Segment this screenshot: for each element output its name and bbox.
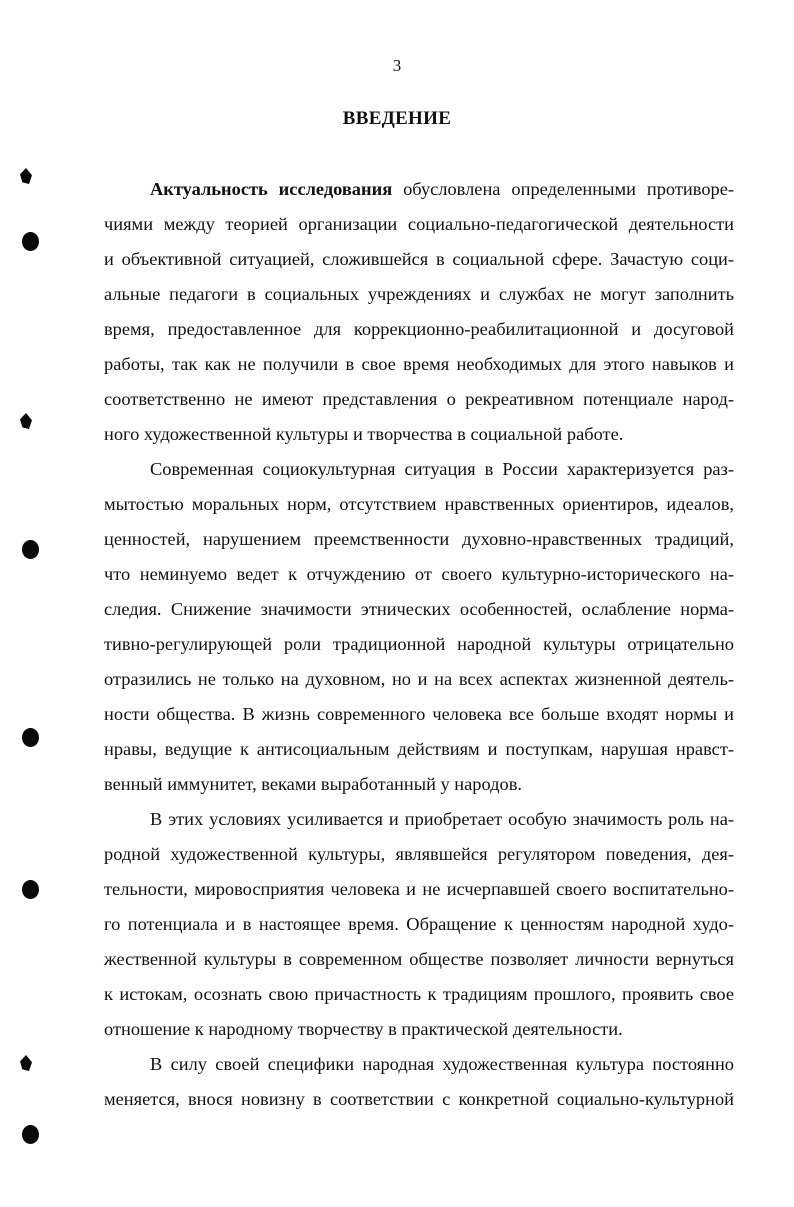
text-line: меняется, внося новизну в соответствии с конкретной социально-культурной bbox=[104, 1089, 734, 1109]
text-line: альные педагоги в социальных учреждениях и службах не могут заполнить bbox=[104, 284, 734, 304]
text-line: Актуальность исследования обусловлена определенными противоре- bbox=[150, 179, 734, 199]
text-line: следия. Снижение значимости этнических особенностей, ослабление норма- bbox=[104, 599, 734, 619]
document-body bbox=[104, 172, 734, 1117]
text-line: время, предоставленное для коррекционно-реабилитационной и досуговой bbox=[104, 319, 734, 339]
binding-hole bbox=[22, 1125, 39, 1144]
binding-hole bbox=[22, 232, 39, 251]
binding-mark bbox=[20, 413, 32, 429]
text-line: венный иммунитет, веками выработанный у народов. bbox=[104, 774, 522, 794]
text-line: жественной культуры в современном обществе позволяет личности вернуться bbox=[104, 949, 734, 969]
text-line: тельности, мировосприятия человека и не исчерпавшей своего воспитательно- bbox=[104, 879, 734, 899]
bold-lead: Актуальность исследования bbox=[150, 179, 393, 199]
binding-mark bbox=[20, 168, 32, 184]
section-heading: ВВЕДЕНИЕ bbox=[342, 108, 452, 129]
text-line: к истокам, осознать свою причастность к традициям прошлого, проявить свое bbox=[104, 984, 734, 1004]
text-line: В этих условиях усиливается и приобретает особую значимость роль на- bbox=[150, 809, 734, 829]
paragraph-specifics bbox=[104, 1047, 734, 1117]
text-line: нравы, ведущие к антисоциальным действиям и поступкам, нарушая нравст- bbox=[104, 739, 734, 759]
text-line: Современная социокультурная ситуация в России характеризуется раз- bbox=[150, 459, 734, 479]
text-line: ности общества. В жизнь современного человека все больше входят нормы и bbox=[104, 704, 734, 724]
text-line: мытостью моральных норм, отсутствием нравственных ориентиров, идеалов, bbox=[104, 494, 734, 514]
paragraph-conditions bbox=[104, 802, 734, 1047]
text-line: ного художественной культуры и творчества в социальной работе. bbox=[104, 424, 624, 444]
binding-hole bbox=[22, 880, 39, 899]
text-line: В силу своей специфики народная художественная культура постоянно bbox=[150, 1054, 734, 1074]
text-line: го потенциала и в настоящее время. Обращение к ценностям народной худо- bbox=[104, 914, 734, 934]
text-line: что неминуемо ведет к отчуждению от своего культурно-исторического на- bbox=[104, 564, 734, 584]
binding-mark bbox=[20, 1055, 32, 1071]
paragraph-situation bbox=[104, 452, 734, 802]
page-number: 3 bbox=[392, 56, 402, 75]
text-line: отразились не только на духовном, но и на всех аспектах жизненной деятель- bbox=[104, 669, 734, 689]
binding-hole bbox=[22, 728, 39, 747]
binding-hole bbox=[22, 540, 39, 559]
text-line: и объективной ситуацией, сложившейся в социальной сфере. Зачастую соци- bbox=[104, 249, 734, 269]
text-line: родной художественной культуры, являвшейся регулятором поведения, дея- bbox=[104, 844, 734, 864]
text-line: ценностей, нарушением преемственности духовно-нравственных традиций, bbox=[104, 529, 734, 549]
text-line: чиями между теорией организации социально-педагогической деятельности bbox=[104, 214, 734, 234]
paragraph-relevance bbox=[104, 172, 734, 452]
text-line: отношение к народному творчеству в практической деятельности. bbox=[104, 1019, 623, 1039]
text-line: работы, так как не получили в свое время необходимых для этого навыков и bbox=[104, 354, 734, 374]
text-line: тивно-регулирующей роли традиционной народной культуры отрицательно bbox=[104, 634, 734, 654]
text-line: соответственно не имеют представления о рекреативном потенциале народ- bbox=[104, 389, 734, 409]
